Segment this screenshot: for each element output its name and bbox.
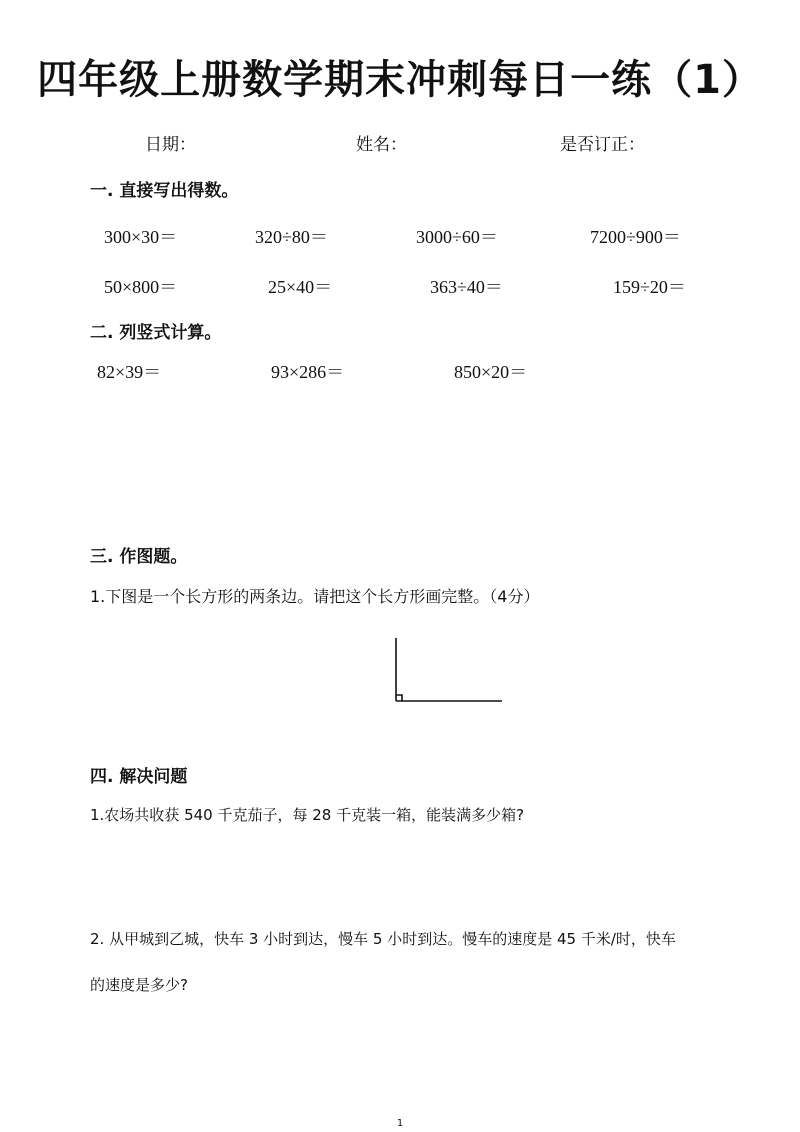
vertical-calc-item: 82×39＝ [97, 362, 162, 382]
oral-calc-item: 25×40＝ [268, 277, 333, 297]
section-3-heading: 三. 作图题。 [90, 547, 188, 567]
oral-calc-item: 50×800＝ [104, 277, 178, 297]
oral-calc-item: 7200÷900＝ [590, 227, 681, 247]
vertical-calc-item: 850×20＝ [454, 362, 528, 382]
date-field-label: 日期： [145, 135, 196, 155]
word-problem-1: 1.农场共收获 540 千克茄子，每 28 千克装一箱，能装满多少箱? [90, 806, 525, 824]
word-problem-2-line-2: 的速度是多少? [90, 976, 188, 994]
rectangle-two-sides-figure [380, 634, 510, 709]
section-4-heading: 四. 解决问题 [90, 767, 188, 787]
corrected-field-label: 是否订正： [560, 135, 645, 155]
oral-calc-item: 363÷40＝ [430, 277, 503, 297]
vertical-calc-item: 93×286＝ [271, 362, 345, 382]
oral-calc-item: 3000÷60＝ [416, 227, 498, 247]
section-1-heading: 一. 直接写出得数。 [90, 181, 239, 201]
word-problem-2-line-1: 2. 从甲城到乙城，快车 3 小时到达，慢车 5 小时到达。慢车的速度是 45 千米/时，快车 [90, 930, 676, 948]
name-field-label: 姓名： [356, 135, 407, 155]
page-title: 四年级上册数学期末冲刺每日一练（1） [37, 57, 763, 103]
drawing-question: 1.下图是一个长方形的两条边。请把这个长方形画完整。（4分） [90, 587, 540, 606]
section-2-heading: 二. 列竖式计算。 [90, 323, 222, 343]
right-angle-mark [396, 695, 402, 701]
oral-calc-item: 300×30＝ [104, 227, 178, 247]
oral-calc-item: 320÷80＝ [255, 227, 328, 247]
oral-calc-item: 159÷20＝ [613, 277, 686, 297]
page-number: 1 [396, 1118, 404, 1129]
